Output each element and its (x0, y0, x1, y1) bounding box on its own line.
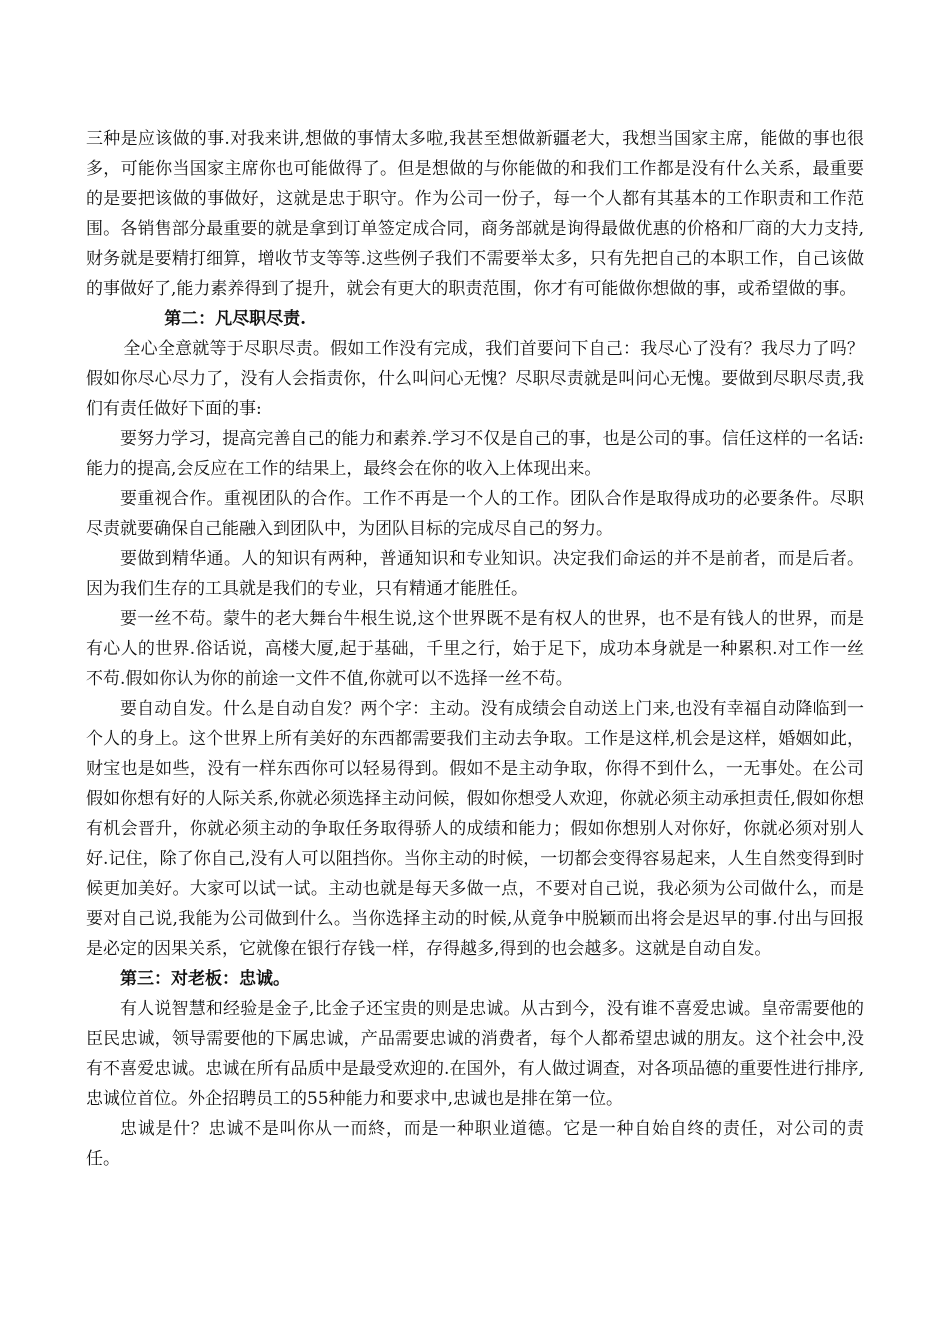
section-3-paragraph-definition: 忠诚是什？忠诚不是叫你从一而終，而是一种职业道德。它是一种自始自终的责任，对公司的责任。 (86, 1119, 864, 1169)
section-2-item-meticulous: 要一丝不苟。蒙牛的老大舞台牛根生说,这个世界既不是有权人的世界，也不是有钱人的世界，而是有心人的世界.俗话说，高楼大厦,起于基础，千里之行，始于足下，成功本身就是一种累积.对工作一丝不苟.假如你认为你的前途一文件不值,你就可以不选择一丝不苟。 (86, 609, 864, 689)
section-2-lead-paragraph: 全心全意就等于尽职尽责。假如工作没有完成，我们首要问下自己：我尽心了没有？我尽力了吗？假如你尽心尽力了，没有人会指责你，什么叫问心无愧？尽职尽责就是叫问心无愧。要做到尽职尽责,我们有责任做好下面的事: (86, 339, 864, 419)
section-2-item-initiative: 要自动自发。什么是自动自发？两个字：主动。没有成绩会自动送上门来,也没有幸福自动降临到一个人的身上。这个世界上所有美好的东西都需要我们主动去争取。工作是这样,机会是这样，婚姻如此，财宝也是如些，没有一样东西你可以轻易得到。假如不是主动争取，你得不到什么，一无事处。在公司假如你想有好的人际关系,你就必须选择主动问候，假如你想受人欢迎，你就必须主动承担责任,假如你想有机会晋升，你就必须主动的争取任务取得骄人的成绩和能力；假如你想别人对你好，你就必须对别人好.记住，除了你自己,没有人可以阻挡你。当你主动的时候，一切都会变得容易起来，人生自然变得到时候更加美好。大家可以试一试。主动也就是每天多做一点，不要对自己说，我必须为公司做什么，而是要对自己说,我能为公司做到什么。当你选择主动的时候,从竟争中脱颖而出将会是迟早的事.付出与回报是必定的因果关系，它就像在银行存钱一样，存得越多,得到的也会越多。这就是自动自发。 (86, 699, 864, 959)
section-2-item-study: 要努力学习，提高完善自己的能力和素养.学习不仅是自己的事，也是公司的事。信任这样的一名话:能力的提高,会反应在工作的结果上，最终会在你的收入上体现出来。 (86, 429, 864, 479)
section-3-heading: 第三：对老板：忠诚。 (120, 969, 290, 989)
intro-paragraph: 三种是应该做的事.对我来讲,想做的事情太多啦,我甚至想做新疆老大，我想当国家主席，能做的事也很多，可能你当国家主席你也可能做得了。但是想做的与你能做的和我们工作都是没有什么关系，最重要的是要把该做的事做好，这就是忠于职守。作为公司一份子，每一个人都有其基本的工作职责和工作范围。各销售部分最重要的就是拿到订单签定成合同，商务部就是询得最做优惠的价格和厂商的大力支持,财务就是要精打细算，增收节支等等.这些例子我们不需要举太多，只有先把自己的本职工作，自己该做的事做好了,能力素养得到了提升，就会有更大的职责范围，你才有可能做你想做的事，或希望做的事。 (86, 129, 864, 299)
section-2-item-expertise: 要做到精华通。人的知识有两种，普通知识和专业知识。决定我们命运的并不是前者，而是后者。因为我们生存的工具就是我们的专业，只有精通才能胜任。 (86, 549, 864, 599)
section-3-paragraph-loyalty: 有人说智慧和经验是金子,比金子还宝贵的则是忠诚。从古到今，没有谁不喜爱忠诚。皇帝需要他的臣民忠诚，领导需要他的下属忠诚，产品需要忠诚的消费者，每个人都希望忠诚的朋友。这个社会中,没有不喜爱忠诚。忠诚在所有品质中是最受欢迎的.在国外，有人做过调查，对各项品德的重要性进行排序,忠诚位首位。外企招聘员工的55种能力和要求中,忠诚也是排在第一位。 (86, 999, 864, 1109)
document-page (86, 124, 864, 1174)
section-2-heading: 第二：凡尽职尽责. (164, 309, 307, 329)
section-2-item-teamwork: 要重视合作。重视团队的合作。工作不再是一个人的工作。团队合作是取得成功的必要条件。尽职尽责就要确保自己能融入到团队中，为团队目标的完成尽自己的努力。 (86, 489, 864, 539)
